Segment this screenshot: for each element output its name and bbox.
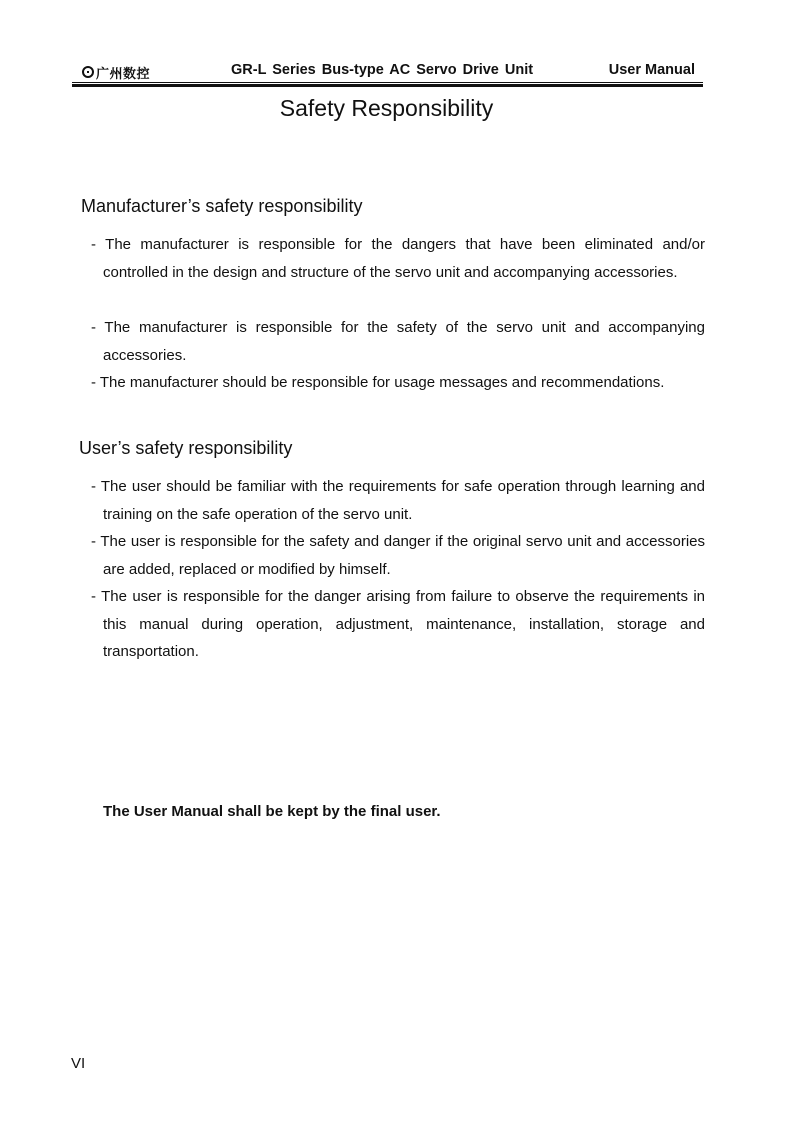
header-rule-thin [72, 82, 703, 83]
user-item-2 [78, 528, 705, 583]
user-item-1 [78, 473, 705, 528]
manufacturer-item-2 [78, 314, 705, 369]
manufacturer-item-3-text: - The manufacturer should be responsible for usage messages and recommendations. [91, 374, 665, 391]
manufacturer-item-1-text: - The manufacturer is responsible for the dangers that have been eliminated and/or controlled in the design and structure of the servo unit and accompanying accessories. [91, 236, 705, 281]
header-title: GR-L Series Bus-type AC Servo Drive Unit [231, 62, 534, 78]
user-item-2-text: - The user is responsible for the safety and danger if the original servo unit and accessories are added, replaced or modified by himself. [91, 533, 705, 578]
company-logo [82, 63, 150, 81]
keep-manual-note: The User Manual shall be kept by the final user. [103, 803, 441, 820]
header-manual-label: User Manual [608, 62, 695, 78]
user-item-3-text: - The user is responsible for the danger arising from failure to observe the requirements in this manual during operation, adjustment, maintenance, installation, storage and transportation. [91, 588, 705, 661]
page-number: VI [71, 1055, 86, 1072]
logo-mark-icon [82, 66, 94, 78]
header-rule-thick [72, 84, 703, 87]
user-section-heading: User’s safety responsibility [79, 438, 293, 458]
manufacturer-item-2-text: - The manufacturer is responsible for the safety of the servo unit and accompanying accessories. [91, 319, 705, 364]
user-item-3 [78, 583, 705, 666]
manufacturer-item-1 [78, 231, 705, 286]
manufacturer-item-3 [78, 369, 705, 397]
manufacturer-section-heading: Manufacturer’s safety responsibility [81, 196, 363, 216]
user-item-1-text: - The user should be familiar with the requirements for safe operation through learning and training on the safe operation of the servo unit. [91, 478, 705, 523]
page-header [72, 61, 702, 83]
page-title: Safety Responsibility [279, 95, 494, 121]
logo-text: 广州数控 [96, 66, 151, 82]
